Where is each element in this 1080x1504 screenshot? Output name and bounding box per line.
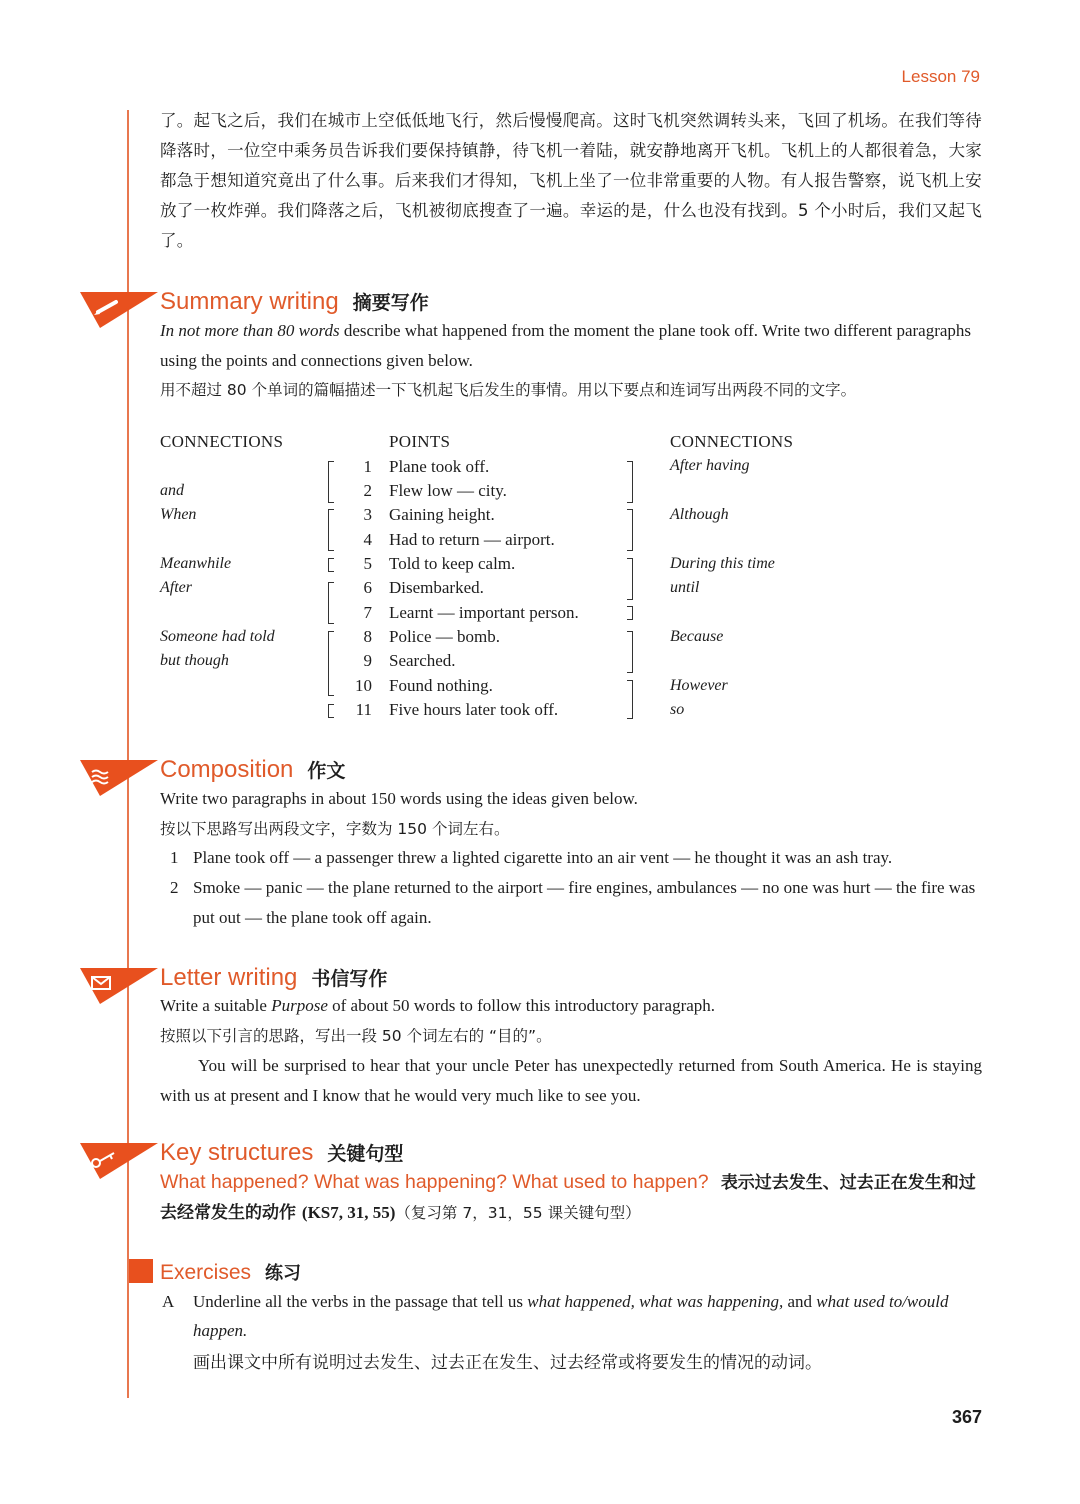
exercise-instruction: Underline all the verbs in the passage that tell us what happened, what was happening, and what used to/would happen. xyxy=(193,1292,949,1340)
right-bracket xyxy=(627,558,633,600)
exercise-instruction-cn: 画出课文中所有说明过去发生、过去正在发生、过去经常或将要发生的情况的动词。 xyxy=(193,1353,822,1373)
point-text: Plane took off. xyxy=(389,457,490,476)
point-number: 11 xyxy=(355,700,372,719)
point-text: Police — bomb. xyxy=(389,627,500,646)
letter-title: Letter writing 书信写作 xyxy=(160,964,388,991)
composition-item-number: 2 xyxy=(170,878,179,897)
letter-title-cn: 书信写作 xyxy=(311,968,388,990)
right-bracket xyxy=(627,631,633,673)
right-bracket xyxy=(627,680,633,719)
composition-title-cn: 作文 xyxy=(307,760,346,782)
left-bracket xyxy=(328,631,334,696)
left-bracket xyxy=(328,509,334,551)
left-connection: Meanwhile xyxy=(160,555,232,572)
right-connection: until xyxy=(670,579,700,596)
composition-item: Smoke — panic — the plane returned to the airport — fire engines, ambulances — no one was hurt — the fire was put out — the plane took off again. xyxy=(193,878,976,927)
key-structures-question: What happened? What was happening? What used to happen? xyxy=(160,1171,709,1193)
waves-icon xyxy=(80,758,160,798)
point-text: Five hours later took off. xyxy=(389,700,559,719)
composition-item: Plane took off — a passenger threw a lighted cigarette into an air vent — he thought it was an ash tray. xyxy=(193,848,893,867)
left-bracket xyxy=(328,461,334,503)
point-number: 3 xyxy=(363,505,372,524)
point-number: 8 xyxy=(363,627,372,646)
points-header: POINTS xyxy=(389,432,451,451)
exercise-label: A xyxy=(162,1292,175,1311)
summary-title-cn: 摘要写作 xyxy=(352,292,429,314)
left-bracket xyxy=(328,582,334,624)
composition-title: Composition 作文 xyxy=(160,756,346,783)
right-bracket xyxy=(627,461,633,503)
letter-instruction-cn: 按照以下引言的思路，写出一段 50 个词左右的 “目的”。 xyxy=(160,1027,552,1045)
left-connections-header: CONNECTIONS xyxy=(160,432,284,451)
right-connection: Although xyxy=(670,506,729,523)
key-icon xyxy=(80,1141,160,1181)
point-text: Flew low — city. xyxy=(389,481,507,500)
key-structures-title-cn: 关键句型 xyxy=(327,1143,404,1165)
letter-instruction: Write a suitable Purpose of about 50 words to follow this introductory paragraph. xyxy=(160,996,716,1015)
point-number: 10 xyxy=(355,676,372,695)
intro-translation: 了。起飞之后，我们在城市上空低低地飞行，然后慢慢爬高。这时飞机突然调转头来，飞回了机场。在我们等待降落时，一位空中乘务员告诉我们要保持镇静，待飞机一着陆，就安静地离开飞机。飞机上的人都很着急，大家都急于想知道究竟出了什么事。后来我们才得知，飞机上坐了一位非常重要的人物。有人报告警察，说飞机上安放了一枚炸弹。我们降落之后，飞机被彻底搜查了一遍。幸运的是，什么也没有找到。5 个小时后，我们又起飞了。 xyxy=(160,111,982,250)
point-text: Searched. xyxy=(389,651,456,670)
right-bracket xyxy=(627,509,633,551)
point-number: 9 xyxy=(363,651,372,670)
right-connections-header: CONNECTIONS xyxy=(670,432,794,451)
left-bracket xyxy=(328,558,334,572)
point-text: Disembarked. xyxy=(389,578,484,597)
left-bracket xyxy=(328,704,334,718)
exercises-title: Exercises 练习 xyxy=(160,1261,302,1284)
left-connection: Someone had told xyxy=(160,628,275,645)
right-bracket xyxy=(627,606,633,620)
exercises-title-cn: 练习 xyxy=(265,1263,302,1284)
right-connection: Because xyxy=(670,628,724,645)
point-number: 7 xyxy=(363,603,372,622)
left-connection: but though xyxy=(160,652,229,669)
point-number: 1 xyxy=(363,457,372,476)
key-structures-title: Key structures 关键句型 xyxy=(160,1139,404,1166)
letter-paragraph: You will be surprised to hear that your uncle Peter has unexpectedly returned from South America. He is staying with us at present and I know that he would very much like to see you. xyxy=(160,1056,982,1105)
summary-title: Summary writing 摘要写作 xyxy=(160,288,429,315)
composition-item-number: 1 xyxy=(170,848,179,867)
exercises-marker xyxy=(129,1259,153,1283)
point-number: 5 xyxy=(363,554,372,573)
point-text: Learnt — important person. xyxy=(389,603,579,622)
point-number: 4 xyxy=(363,530,372,549)
point-number: 2 xyxy=(363,481,372,500)
point-text: Gaining height. xyxy=(389,505,495,524)
page-number: 367 xyxy=(951,1407,982,1427)
left-connection: and xyxy=(160,482,184,499)
pencil-icon xyxy=(80,290,160,330)
summary-instruction: In not more than 80 words describe what happened from the moment the plane took off. Write two different paragraphs using the points and connections given below. xyxy=(160,321,972,370)
key-structures-description: What happened? What was happening? What used to happen? 表示过去发生、过去正在发生和过去经常发生的动作 (KS7, 31, 55)（复习第 7，31，55 课关键句型） xyxy=(160,1171,976,1223)
composition-instruction-cn: 按以下思路写出两段文字，字数为 150 个词左右。 xyxy=(160,820,510,838)
point-text: Found nothing. xyxy=(389,676,493,695)
right-connection: so xyxy=(670,701,685,718)
summary-instruction-cn: 用不超过 80 个单词的篇幅描述一下飞机起飞后发生的事情。用以下要点和连词写出两段不同的文字。 xyxy=(160,381,857,399)
left-connection: When xyxy=(160,506,197,523)
lesson-label: Lesson 79 xyxy=(901,67,980,86)
right-connection: However xyxy=(670,677,728,694)
right-connection: After having xyxy=(670,457,750,474)
envelope-icon xyxy=(80,966,160,1006)
right-connection: During this time xyxy=(670,555,775,572)
left-connection: After xyxy=(160,579,192,596)
composition-instruction: Write two paragraphs in about 150 words using the ideas given below. xyxy=(160,789,638,808)
point-text: Told to keep calm. xyxy=(389,554,516,573)
point-number: 6 xyxy=(363,578,372,597)
point-text: Had to return — airport. xyxy=(389,530,555,549)
